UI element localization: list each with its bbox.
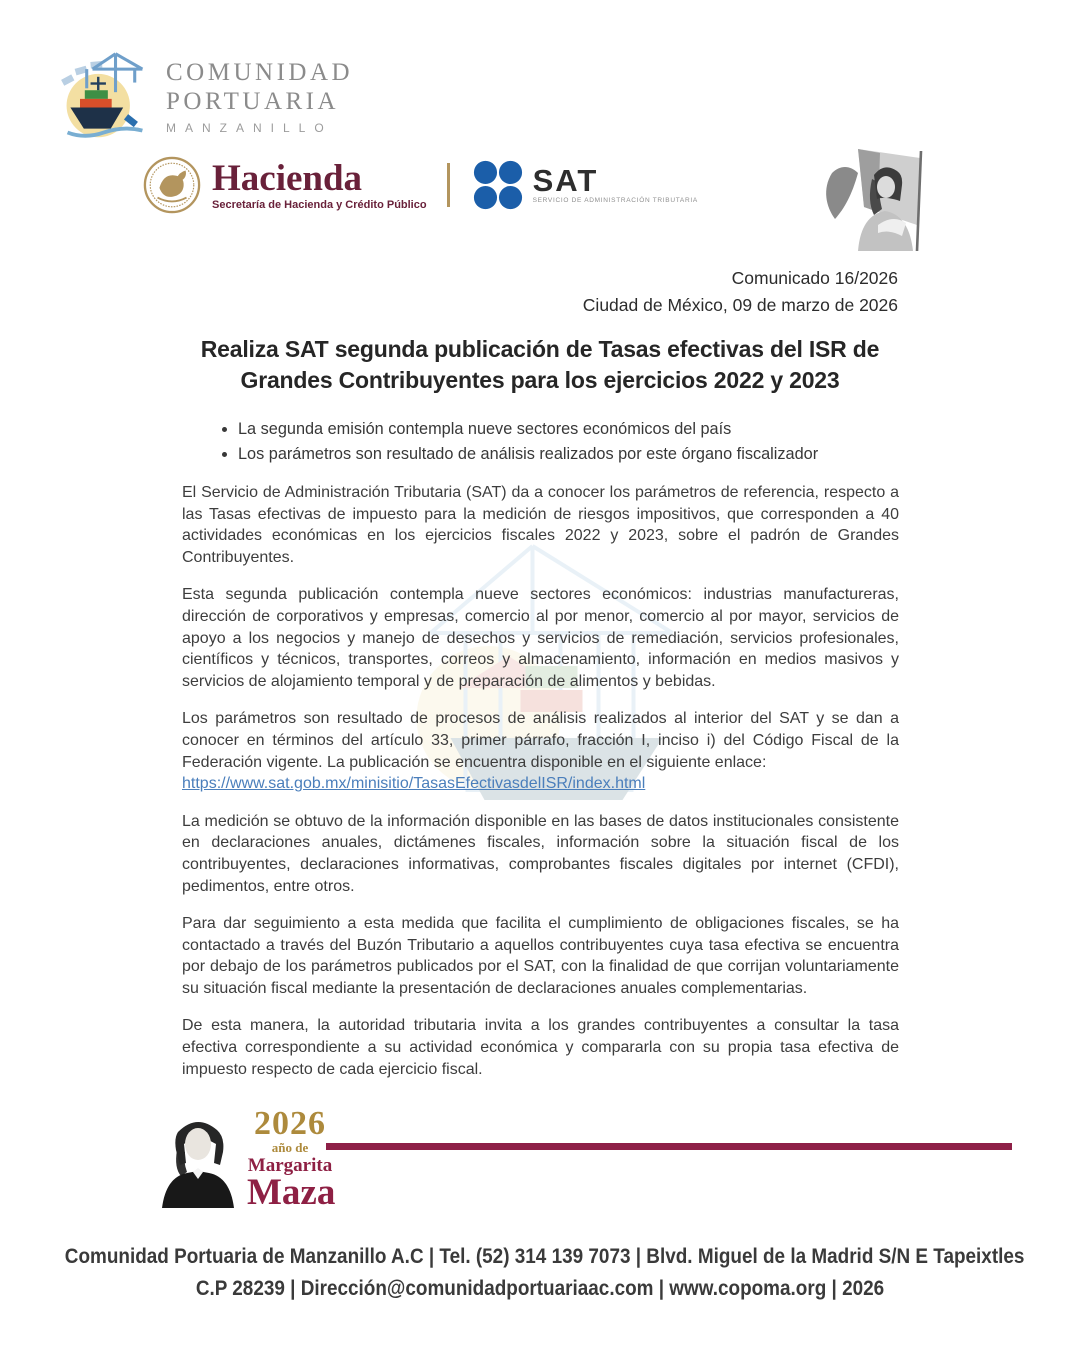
- sat-publication-link[interactable]: https://www.sat.gob.mx/minisitio/TasasEfectivasdelISR/index.html: [182, 775, 646, 793]
- footer-line-2: C.P 28239 | Dirección@comunidadportuariaac.com | www.copoma.org | 2026: [195, 1276, 885, 1300]
- name-line-2: Maza: [247, 1172, 336, 1213]
- flag-woman-image: [820, 145, 944, 255]
- paragraph: La medición se obtuvo de la información disponible en las bases de datos institucionales consistente en declaraciones anuales, dictámenes fiscales, información sobre la situación fiscal de los contribuyentes, declaraciones informativas, comprobantes fiscales digitales por internet (CFDI), pedimentos, entre otros.: [182, 812, 899, 895]
- maroon-divider-line: [326, 1143, 1012, 1150]
- hacienda-subtitle: Secretaría de Hacienda y Crédito Público: [212, 198, 427, 211]
- body-text: [182, 482, 899, 1096]
- sat-circles-icon: [472, 159, 524, 211]
- page-title: Realiza SAT segunda publicación de Tasas efectivas del ISR de Grandes Contribuyentes para los ejercicios 2022 y 2023: [200, 336, 880, 393]
- margarita-maza-wordmark: [247, 1105, 336, 1213]
- bullet-item: • Los parámetros son resultado de análisis realizados por este órgano fiscalizador: [238, 442, 898, 467]
- footer-line-1: Comunidad Portuaria de Manzanillo A.C | Tel. (52) 314 139 7073 | Blvd. Miguel de la Madrid S/N E Tapeixtles: [64, 1244, 1025, 1268]
- paragraph: El Servicio de Administración Tributaria (SAT) da a conocer los parámetros de referencia, respecto a las Tasas efectivas de impuesto para la medición de riesgos impositivos, que corresponden a 40 actividades económicas en los ejercicios fiscales 2022 y 2023, sobre el padrón de Grandes Contribuyentes.: [182, 484, 899, 566]
- paragraph: Esta segunda publicación contempla nueve sectores económicos: industrias manufactureras, dirección de corporativos y empresas, comercio al por menor, comercio al por mayor, servicios de apoyo a los negocios y manejo de desechos y servicios de remediación, servicios profesionales, científicos y técnicos, transportes, correos y almacenamiento, información en medios masivos y servicios de alojamiento temporal y de preparación de alimentos y bebidas.: [182, 586, 899, 690]
- sat-name: SAT: [532, 163, 599, 198]
- paragraph: De esta manera, la autoridad tributaria invita a los grandes contribuyentes a consultar la tasa efectiva correspondiente a su actividad económica y compararla con su propia tasa efectiva de impuesto respecto de cada ejercicio fiscal.: [182, 1017, 899, 1078]
- year-label: 2026: [254, 1105, 326, 1142]
- link-line: [182, 773, 899, 795]
- hacienda-seal-icon: [142, 155, 202, 215]
- year-sublabel: año de: [271, 1140, 309, 1155]
- hacienda-wordmark: [212, 157, 427, 211]
- header-divider: [447, 163, 450, 207]
- margarita-maza-portrait: [154, 1110, 242, 1208]
- brand-line-1: COMUNIDAD: [166, 58, 354, 86]
- comunicado-number: Comunicado 16/2026: [731, 268, 898, 288]
- contact-footer: [0, 1240, 1080, 1304]
- paragraph: Para dar seguimiento a esta medida que facilita el cumplimiento de obligaciones fiscales, se ha contactado a través del Buzón Tributario a aquellos contribuyentes cuya tasa efectiva se encuentra por debajo de los parámetros publicados por el SAT, con la finalidad de que corrijan voluntariamente su situación fiscal mediante la presentación de declaraciones anuales complementarias.: [182, 915, 899, 997]
- comunidad-portuaria-logo: [56, 48, 353, 144]
- margarita-maza-emblem: [154, 1105, 336, 1213]
- brand-line-3: MANZANILLO: [166, 120, 333, 135]
- brand-line-2: PORTUARIA: [166, 87, 340, 115]
- paragraph: Los parámetros son resultado de procesos de análisis realizados al interior del SAT y se dan a conocer en términos del artículo 33, primer párrafo, fracción I, inciso i) del Código Fiscal de la Federación vigente. La publicación se encuentra disponible en el siguiente enlace:: [182, 710, 899, 771]
- comunicado-meta: [583, 265, 898, 319]
- hacienda-name: Hacienda: [212, 157, 363, 199]
- ship-crane-icon: [56, 48, 152, 144]
- sat-logo: [472, 159, 698, 211]
- bullet-list: [214, 417, 898, 467]
- sat-wordmark: [532, 163, 698, 204]
- dateline: Ciudad de México, 09 de marzo de 2026: [582, 295, 898, 315]
- sat-subtitle: SERVICIO DE ADMINISTRACIÓN TRIBUTARIA: [532, 197, 698, 204]
- bullet-item: • La segunda emisión contempla nueve sectores económicos del país: [238, 417, 898, 442]
- name-line-1: Margarita: [247, 1155, 333, 1176]
- government-header: [142, 155, 698, 215]
- brand-wordmark: [166, 58, 353, 135]
